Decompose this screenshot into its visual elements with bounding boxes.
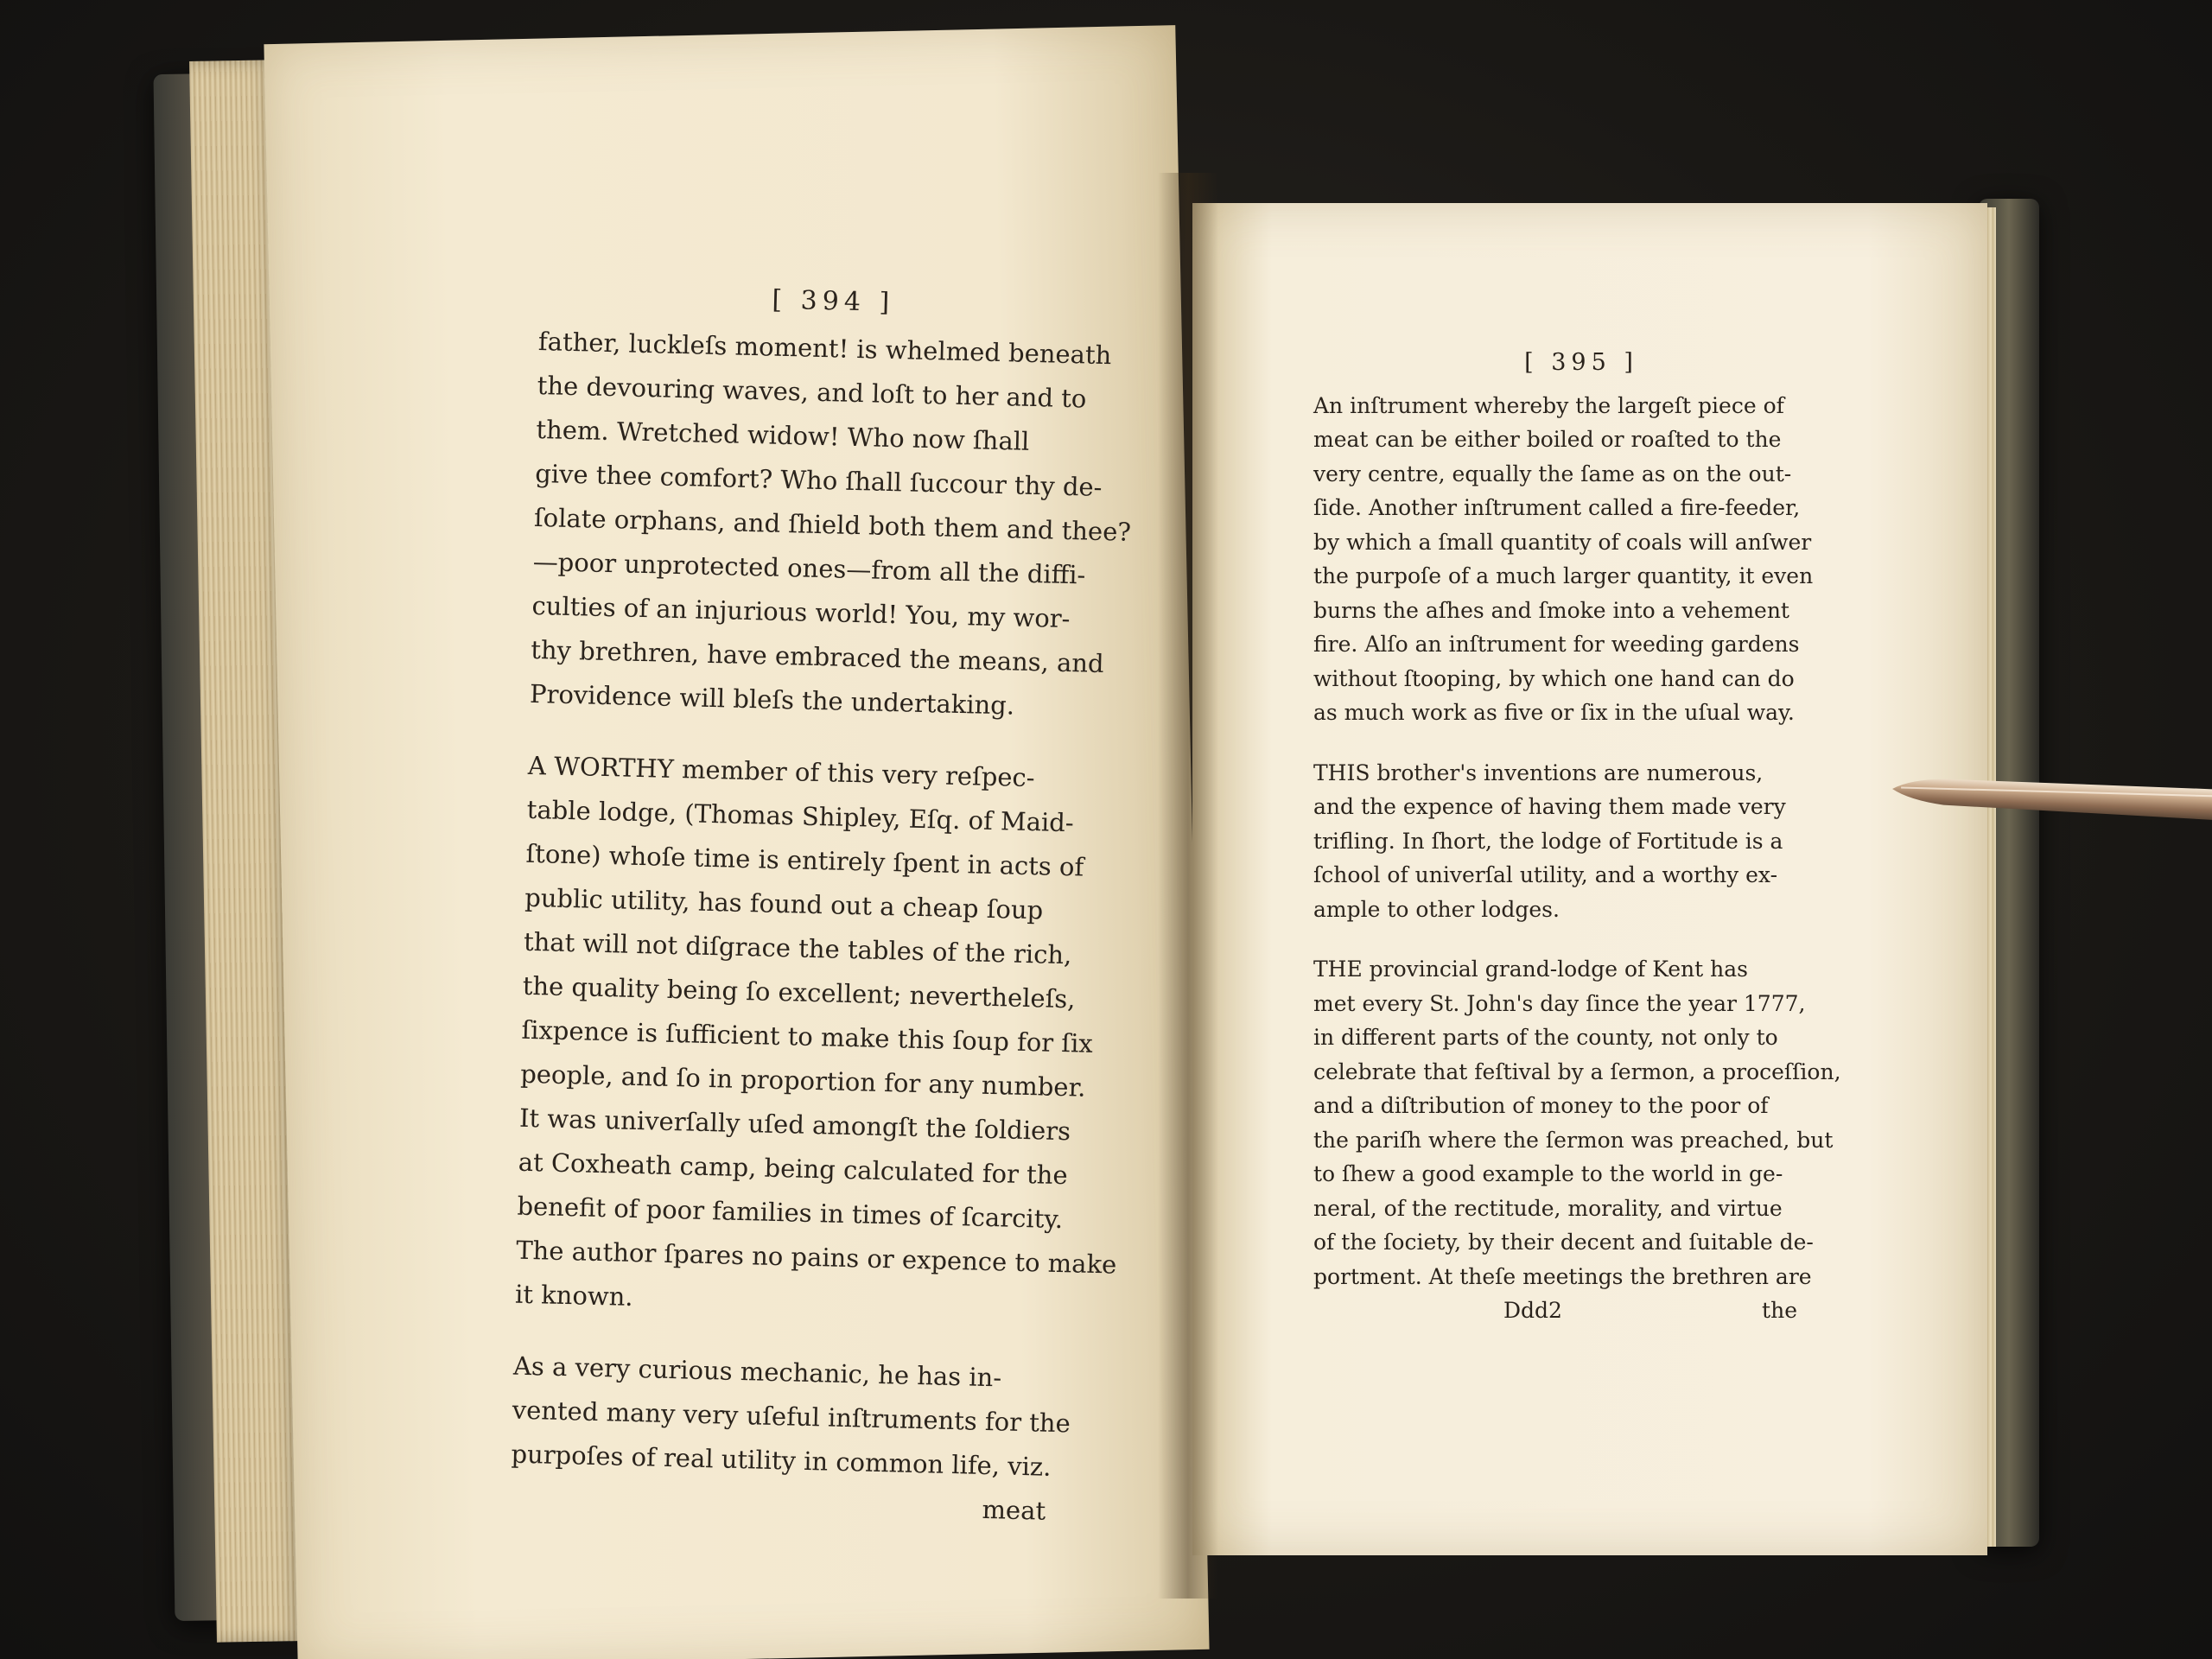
- text-line: ſtone) whoſe time is entirely ſpent in acts of: [525, 838, 1084, 882]
- text-line: The author ſpares no pains or expence to make: [515, 1235, 1117, 1280]
- text-line: ſchool of univerſal utility, and a worthy ex-: [1313, 862, 1778, 887]
- text-line: THIS brother's inventions are numerous,: [1313, 760, 1764, 785]
- book-gutter: [1158, 173, 1218, 1599]
- text-line: table lodge, (Thomas Shipley, Eſq. of Maid-: [526, 794, 1075, 838]
- text-line: the pariſh where the ſermon was preached, but: [1313, 1127, 1834, 1153]
- text-line: ample to other lodges.: [1313, 896, 1560, 922]
- text-line: to ſhew a good example to the world in ge-: [1313, 1161, 1783, 1186]
- text-line: portment. At theſe meetings the brethren are: [1313, 1263, 1812, 1289]
- text-line: neral, of the rectitude, morality, and virtue: [1313, 1195, 1783, 1221]
- text-line: public utility, has found out a cheap ſoup: [524, 882, 1044, 925]
- text-line: THE provincial grand-lodge of Kent has: [1313, 957, 1748, 982]
- text-line: very centre, equally the ſame as on the out-: [1313, 461, 1792, 486]
- text-line: ſixpence is ſufficient to make this ſoup for ſix: [521, 1014, 1094, 1058]
- text-line: met every St. John's day ſince the year 1777,: [1313, 990, 1806, 1016]
- text-line: the devouring waves, and loſt to her and to: [537, 370, 1087, 414]
- left-paragraph-1: [529, 320, 1132, 729]
- left-paragraph-2: [514, 744, 1117, 1330]
- text-line: the quality being ſo excellent; nevertheleſs,: [522, 970, 1076, 1014]
- text-line: celebrate that feſtival by a ſermon, a proceſſion,: [1313, 1058, 1841, 1084]
- left-paragraph-3: [511, 1344, 1071, 1490]
- text-line: —poor unprotected ones—from all the diffi-: [532, 546, 1086, 590]
- text-line: vented many very uſeful inſtruments for the: [512, 1395, 1071, 1439]
- catchword-left: meat: [982, 1494, 1046, 1526]
- left-page-text: [510, 272, 1132, 1534]
- text-line: it known.: [514, 1279, 634, 1312]
- text-line: and the expence of having them made very: [1313, 794, 1786, 819]
- text-line: people, and ſo in proportion for any number.: [519, 1058, 1086, 1103]
- text-line: that will not diſgrace the tables of the rich,: [523, 926, 1072, 970]
- text-line: in different parts of the county, not only to: [1313, 1025, 1778, 1050]
- text-line: Providence will bleſs the undertaking.: [529, 678, 1015, 721]
- text-line: thy brethren, have embraced the means, and: [530, 634, 1105, 679]
- text-line: As a very curious mechanic, he has in-: [512, 1351, 1002, 1393]
- text-line: A WORTHY member of this very reſpec-: [527, 750, 1035, 793]
- text-line: at Coxheath camp, being calculated for the: [518, 1147, 1069, 1191]
- text-line: of the ſociety, by their decent and ſuitable de-: [1313, 1230, 1814, 1255]
- text-line: An inſtrument whereby the largeſt piece of: [1313, 392, 1784, 418]
- right-paragraph-2: [1313, 756, 1797, 927]
- page-number-394: [ 394 ]: [771, 284, 895, 319]
- text-line: them. Wretched widow! Who now ſhall: [536, 414, 1030, 456]
- text-line: trifling. In ſhort, the lodge of Fortitude is a: [1313, 828, 1783, 854]
- text-line: by which a ſmall quantity of coals will anſwer: [1313, 529, 1812, 555]
- text-line: burns the aſhes and ſmoke into a vehement: [1313, 597, 1789, 623]
- text-line: ſolate orphans, and ſhield both them and thee?: [533, 502, 1132, 547]
- text-line: the purpoſe of a much larger quantity, it even: [1313, 563, 1814, 588]
- text-line: ſide. Another inſtrument called a fire-feeder,: [1313, 495, 1801, 520]
- right-page-text: [1313, 346, 1841, 1328]
- text-line: purpoſes of real utility in common life, viz.: [511, 1439, 1052, 1482]
- text-line: culties of an injurious world! You, my wor-: [531, 590, 1071, 634]
- right-paragraph-3: [1313, 952, 1841, 1294]
- text-line: father, luckleſs moment! is whelmed beneath: [537, 326, 1112, 371]
- text-line: as much work as five or ſix in the uſual way.: [1313, 700, 1795, 725]
- right-paragraph-1: [1313, 389, 1814, 730]
- text-line: benefit of poor families in times of ſcarcity.: [517, 1191, 1064, 1235]
- text-line: without ſtooping, by which one hand can do: [1313, 665, 1795, 691]
- text-line: fire. Alſo an inſtrument for weeding gardens: [1313, 632, 1800, 657]
- text-line: meat can be either boiled or roaſted to the: [1313, 427, 1782, 452]
- text-line: It was univerſally uſed amongſt the ſoldiers: [518, 1103, 1071, 1147]
- text-line: give thee comfort? Who ſhall ſuccour thy de-: [534, 458, 1103, 502]
- catchword-right: the: [1762, 1298, 1797, 1323]
- text-line: and a diſtribution of money to the poor of: [1313, 1093, 1769, 1118]
- page-number-395: [ 395 ]: [1524, 349, 1638, 376]
- page-footer: [1313, 1294, 1797, 1328]
- signature-mark: Ddd2: [1503, 1298, 1562, 1323]
